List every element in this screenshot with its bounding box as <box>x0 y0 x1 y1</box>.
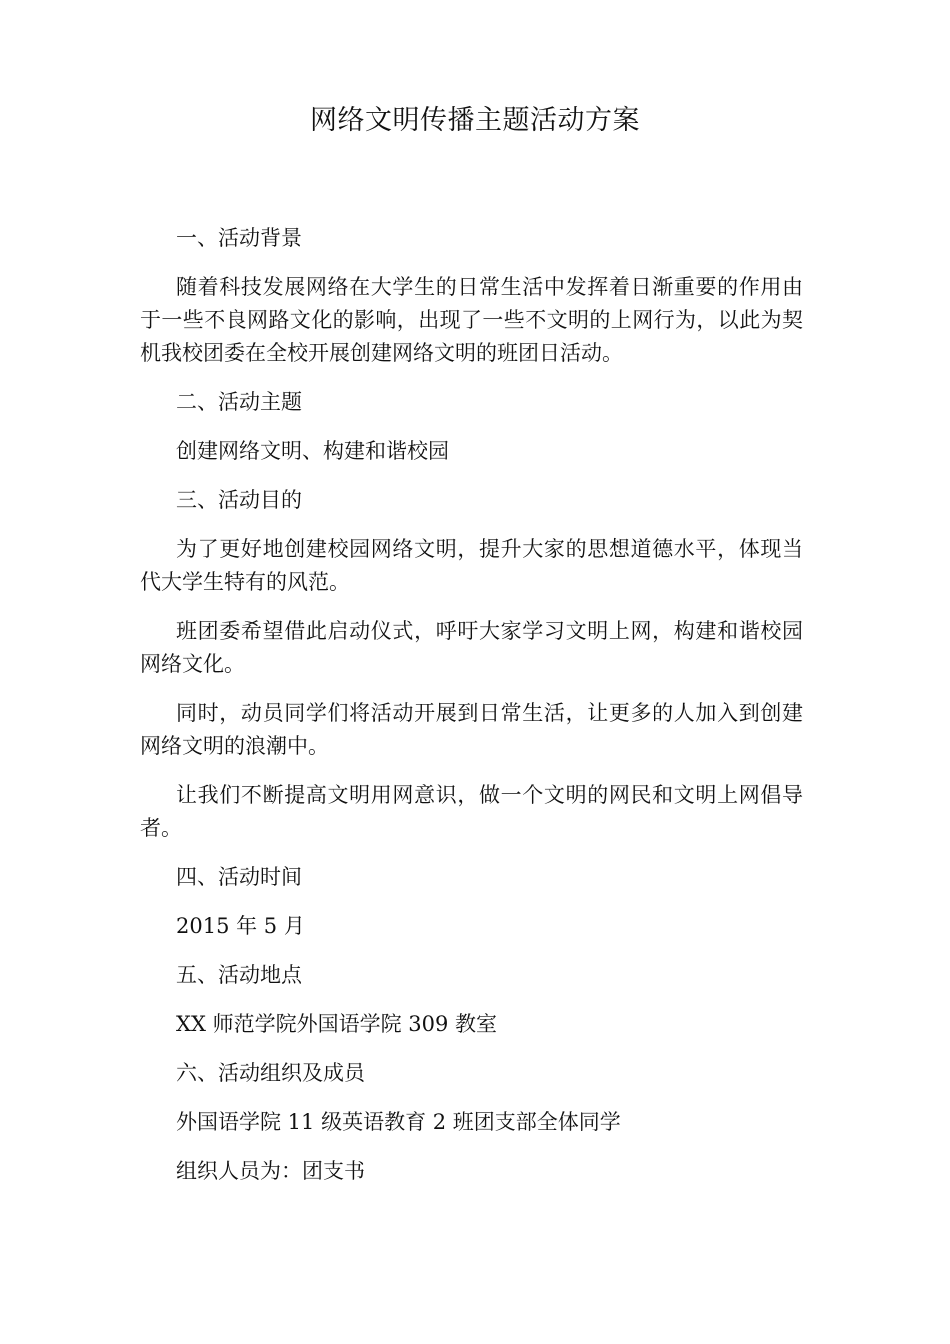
document-title: 网络文明传播主题活动方案 <box>310 105 640 136</box>
heading-time: 四、活动时间 <box>176 865 302 889</box>
paragraph-theme: 创建网络文明、构建和谐校园 <box>176 439 449 463</box>
heading-purpose: 三、活动目的 <box>176 488 302 512</box>
document-body <box>140 222 803 1204</box>
heading-organization: 六、活动组织及成员 <box>176 1061 365 1085</box>
paragraph-purpose-2: 班团委希望借此启动仪式，呼吁大家学习文明上网，构建和谐校园网络文化。 <box>140 619 803 676</box>
heading-theme: 二、活动主题 <box>176 390 302 414</box>
heading-location: 五、活动地点 <box>176 963 302 987</box>
paragraph-purpose-3: 同时，动员同学们将活动开展到日常生活，让更多的人加入到创建网络文明的浪潮中。 <box>140 701 803 758</box>
paragraph-time: 2015 年 5 月 <box>176 914 305 938</box>
heading-background: 一、活动背景 <box>176 226 302 250</box>
paragraph-organizers: 组织人员为：团支书 <box>176 1159 365 1183</box>
paragraph-background: 随着科技发展网络在大学生的日常生活中发挥着日渐重要的作用由于一些不良网路文化的影响，出现了一些不文明的上网行为，以此为契机我校团委在全校开展创建网络文明的班团日活动。 <box>140 275 803 365</box>
paragraph-purpose-1: 为了更好地创建校园网络文明，提升大家的思想道德水平，体现当代大学生特有的风范。 <box>140 537 803 594</box>
paragraph-purpose-4: 让我们不断提高文明用网意识，做一个文明的网民和文明上网倡导者。 <box>140 783 803 840</box>
paragraph-members: 外国语学院 11 级英语教育 2 班团支部全体同学 <box>176 1110 621 1134</box>
paragraph-location: XX 师范学院外国语学院 309 教室 <box>176 1012 498 1036</box>
